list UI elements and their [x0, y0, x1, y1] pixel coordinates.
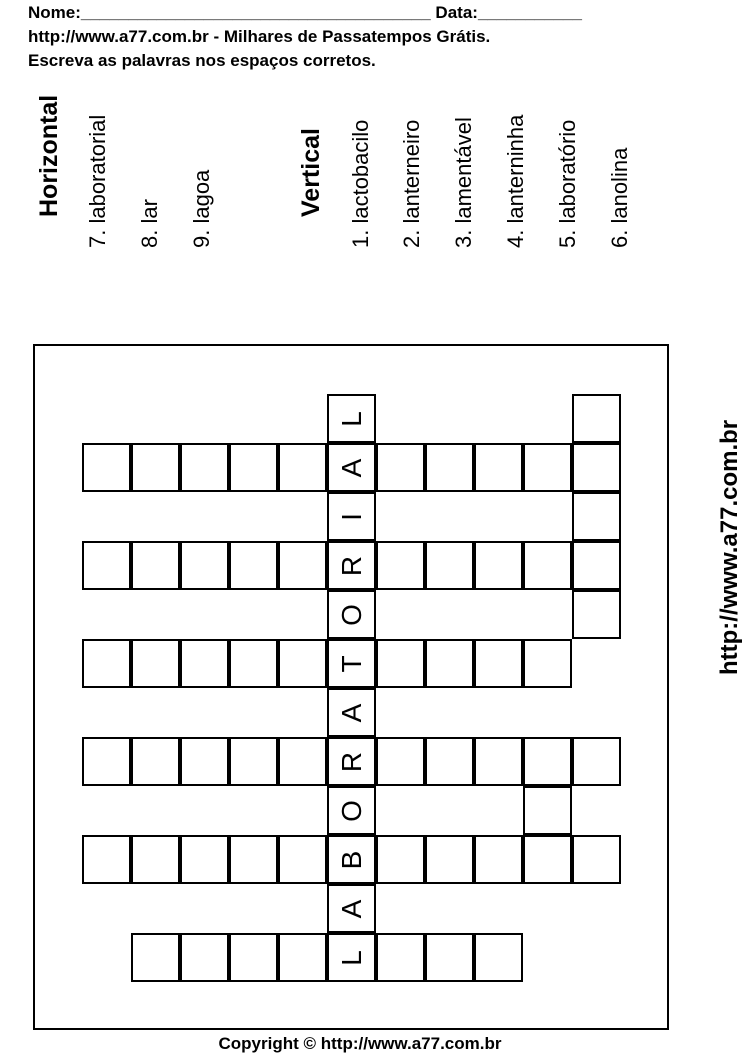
crossword-cell — [376, 835, 425, 884]
crossword-cell — [180, 933, 229, 982]
crossword-cell — [278, 443, 327, 492]
horizontal-title: Horizontal — [35, 94, 63, 217]
crossword-cell — [131, 737, 180, 786]
crossword-cell — [82, 443, 131, 492]
crossword-cell — [474, 737, 523, 786]
crossword-cell — [229, 639, 278, 688]
cell-letter: O — [335, 603, 367, 626]
crossword-cell — [425, 933, 474, 982]
cell-letter: R — [335, 751, 367, 772]
side-url: http://www.a77.com.br — [716, 419, 743, 675]
crossword-cell — [229, 933, 278, 982]
name-date-line: Nome:_____________________________________ Data:___________ — [28, 3, 582, 22]
crossword-cell — [376, 443, 425, 492]
crossword-cell — [131, 933, 180, 982]
crossword-cell — [82, 737, 131, 786]
crossword-cell — [82, 541, 131, 590]
crossword-cell — [523, 786, 572, 835]
crossword-cell — [327, 443, 376, 492]
crossword-cell — [327, 590, 376, 639]
crossword-cell — [425, 443, 474, 492]
crossword-cell — [131, 835, 180, 884]
cell-letter: A — [335, 458, 367, 477]
crossword-cell — [474, 443, 523, 492]
crossword-board — [33, 344, 669, 1030]
crossword-cell — [131, 541, 180, 590]
crossword-cell — [474, 835, 523, 884]
crossword-cell — [327, 394, 376, 443]
crossword-cell — [425, 541, 474, 590]
crossword-cell — [572, 541, 621, 590]
crossword-cell — [327, 835, 376, 884]
crossword-cell — [180, 639, 229, 688]
crossword-cell — [523, 639, 572, 688]
crossword-cell — [425, 835, 474, 884]
cell-letter: A — [335, 703, 367, 722]
crossword-cell — [474, 541, 523, 590]
crossword-cell — [229, 835, 278, 884]
horizontal-clue: 9. lagoa — [189, 169, 214, 248]
crossword-cell — [572, 835, 621, 884]
crossword-cell — [327, 639, 376, 688]
vertical-clue: 5. laboratório — [555, 119, 580, 248]
crossword-cell — [327, 933, 376, 982]
horizontal-clue: 8. lar — [137, 199, 162, 248]
crossword-cell — [180, 835, 229, 884]
cell-letter: O — [335, 799, 367, 822]
crossword-cell — [376, 639, 425, 688]
crossword-cell — [376, 737, 425, 786]
crossword-cell — [229, 443, 278, 492]
vertical-clue: 2. lanterneiro — [399, 119, 424, 248]
crossword-cell — [180, 737, 229, 786]
crossword-cell — [229, 541, 278, 590]
vertical-clue: 4. lanterninha — [503, 114, 528, 248]
vertical-clue: 1. lactobacilo — [348, 119, 373, 248]
crossword-cell — [474, 639, 523, 688]
vertical-clue: 6. lanolina — [607, 147, 632, 248]
crossword-cell — [376, 933, 425, 982]
crossword-cell — [82, 639, 131, 688]
crossword-cell — [278, 835, 327, 884]
crossword-cell — [327, 688, 376, 737]
crossword-cell — [278, 541, 327, 590]
crossword-cell — [327, 492, 376, 541]
vertical-clue: 3. lamentável — [451, 117, 476, 248]
cell-letter: L — [335, 410, 367, 427]
crossword-cell — [278, 737, 327, 786]
crossword-cell — [278, 639, 327, 688]
crossword-cell — [82, 835, 131, 884]
crossword-cell — [376, 541, 425, 590]
cell-letter: I — [335, 512, 367, 521]
cell-letter: R — [335, 555, 367, 576]
crossword-cell — [278, 933, 327, 982]
crossword-cell — [425, 737, 474, 786]
crossword-cell — [523, 443, 572, 492]
instructions: Escreva as palavras nos espaços corretos. — [28, 51, 376, 70]
horizontal-clue: 7. laboratorial — [85, 114, 110, 248]
crossword-cell — [327, 884, 376, 933]
crossword-cell — [523, 835, 572, 884]
crossword-cell — [425, 639, 474, 688]
cell-letter: L — [335, 949, 367, 966]
cell-letter: T — [335, 654, 367, 673]
crossword-cell — [572, 737, 621, 786]
crossword-cell — [474, 933, 523, 982]
crossword-cell — [523, 737, 572, 786]
crossword-cell — [572, 394, 621, 443]
crossword-cell — [523, 541, 572, 590]
crossword-cell — [572, 443, 621, 492]
crossword-cell — [131, 639, 180, 688]
cell-letter: B — [335, 850, 367, 869]
crossword-cell — [180, 443, 229, 492]
crossword-cell — [572, 492, 621, 541]
cell-letter: A — [335, 899, 367, 918]
crossword-cell — [327, 541, 376, 590]
crossword-cell — [180, 541, 229, 590]
crossword-cell — [131, 443, 180, 492]
site-line: http://www.a77.com.br - Milhares de Passatempos Grátis. — [28, 27, 491, 46]
vertical-title: Vertical — [297, 128, 325, 217]
crossword-cell — [572, 590, 621, 639]
copyright-footer: Copyright © http://www.a77.com.br — [218, 1034, 502, 1053]
crossword-cell — [327, 737, 376, 786]
crossword-cell — [229, 737, 278, 786]
crossword-cell — [327, 786, 376, 835]
